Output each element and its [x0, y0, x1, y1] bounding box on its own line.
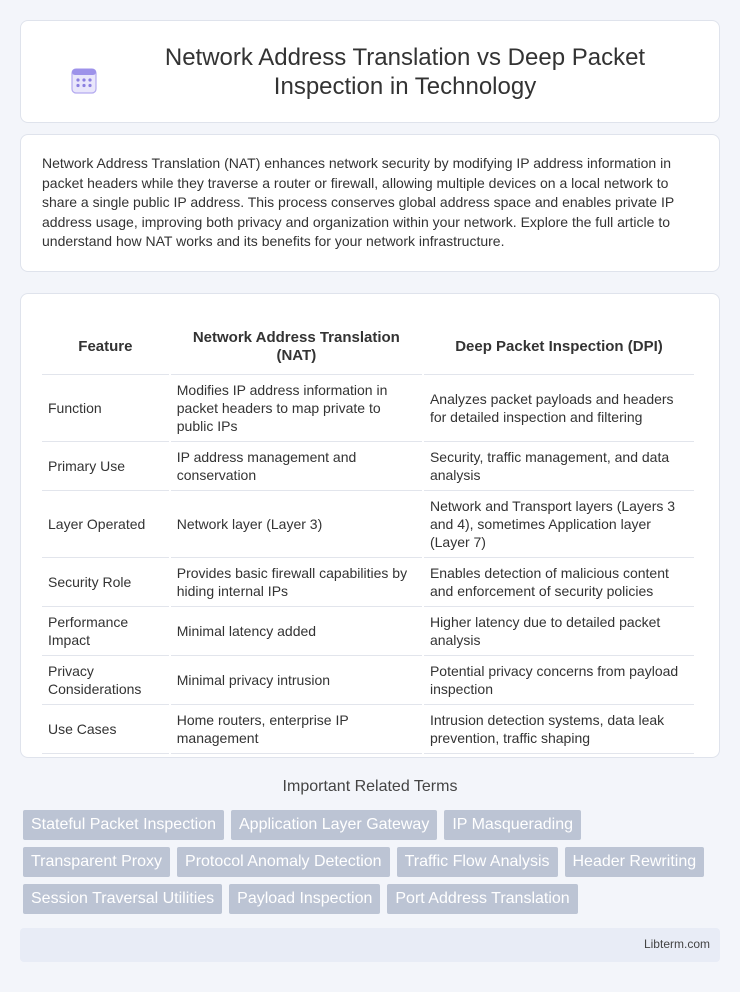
related-term-tag[interactable]: IP Masquerading [444, 810, 581, 840]
row-feature: Privacy Considerations [42, 656, 169, 705]
related-terms-title: Important Related Terms [282, 778, 458, 795]
related-term-tag[interactable]: Protocol Anomaly Detection [177, 847, 390, 877]
related-term-tag[interactable]: Session Traversal Utilities [23, 884, 222, 914]
row-nat-value: Minimal latency added [171, 607, 422, 656]
table-row [42, 656, 694, 705]
table-row [42, 607, 694, 656]
row-nat-value: Modifies IP address information in packet headers to map private to public IPs [171, 375, 422, 442]
related-term-tag[interactable]: Header Rewriting [565, 847, 705, 877]
related-term-tag[interactable]: Stateful Packet Inspection [23, 810, 224, 840]
table-row [42, 375, 694, 442]
column-header-feature: Feature [42, 312, 169, 375]
table-row [42, 442, 694, 491]
intro-card [20, 134, 720, 272]
row-dpi-value: Security, traffic management, and data analysis [424, 442, 694, 491]
row-dpi-value: Higher latency due to detailed packet analysis [424, 607, 694, 656]
header-card [20, 20, 720, 123]
row-dpi-value: Intrusion detection systems, data leak prevention, traffic shaping [424, 705, 694, 754]
related-term-tag[interactable]: Transparent Proxy [23, 847, 170, 877]
column-header-nat: Network Address Translation (NAT) [171, 312, 422, 375]
related-term-tag[interactable]: Application Layer Gateway [231, 810, 437, 840]
column-header-dpi: Deep Packet Inspection (DPI) [424, 312, 694, 375]
row-dpi-value: Potential privacy concerns from payload inspection [424, 656, 694, 705]
intro-paragraph: Network Address Translation (NAT) enhances network security by modifying IP address information in packet headers while they traverse a router or firewall, allowing multiple devices on a local network to share a single public IP address. This process conserves global address space and enables private IP address usage, improving both privacy and organization within your network. Explore the full article to understand how NAT works and its benefits for your network infrastructure. [42, 155, 674, 250]
comparison-card [20, 293, 720, 758]
row-nat-value: Minimal privacy intrusion [171, 656, 422, 705]
row-feature: Primary Use [42, 442, 169, 491]
row-nat-value: IP address management and conservation [171, 442, 422, 491]
related-term-tag[interactable]: Port Address Translation [387, 884, 577, 914]
footer [20, 928, 720, 962]
row-dpi-value: Network and Transport layers (Layers 3 and 4), sometimes Application layer (Layer 7) [424, 491, 694, 558]
row-feature: Performance Impact [42, 607, 169, 656]
row-feature: Use Cases [42, 705, 169, 754]
page-title: Network Address Translation vs Deep Packet Inspection in Technology [164, 44, 646, 100]
row-dpi-value: Enables detection of malicious content and enforcement of security policies [424, 558, 694, 607]
table-row [42, 705, 694, 754]
comparison-table [40, 312, 696, 754]
row-feature: Layer Operated [42, 491, 169, 558]
row-nat-value: Home routers, enterprise IP management [171, 705, 422, 754]
row-nat-value: Network layer (Layer 3) [171, 491, 422, 558]
row-dpi-value: Analyzes packet payloads and headers for detailed inspection and filtering [424, 375, 694, 442]
related-term-tag[interactable]: Traffic Flow Analysis [397, 847, 558, 877]
row-feature: Security Role [42, 558, 169, 607]
related-terms-list [23, 810, 723, 921]
table-header-row [42, 312, 694, 375]
related-term-tag[interactable]: Payload Inspection [229, 884, 380, 914]
footer-brand-link[interactable]: Libterm.com [643, 937, 710, 951]
table-row [42, 558, 694, 607]
table-row [42, 491, 694, 558]
calendar-grid-icon [71, 66, 97, 94]
row-feature: Function [42, 375, 169, 442]
row-nat-value: Provides basic firewall capabilities by hiding internal IPs [171, 558, 422, 607]
